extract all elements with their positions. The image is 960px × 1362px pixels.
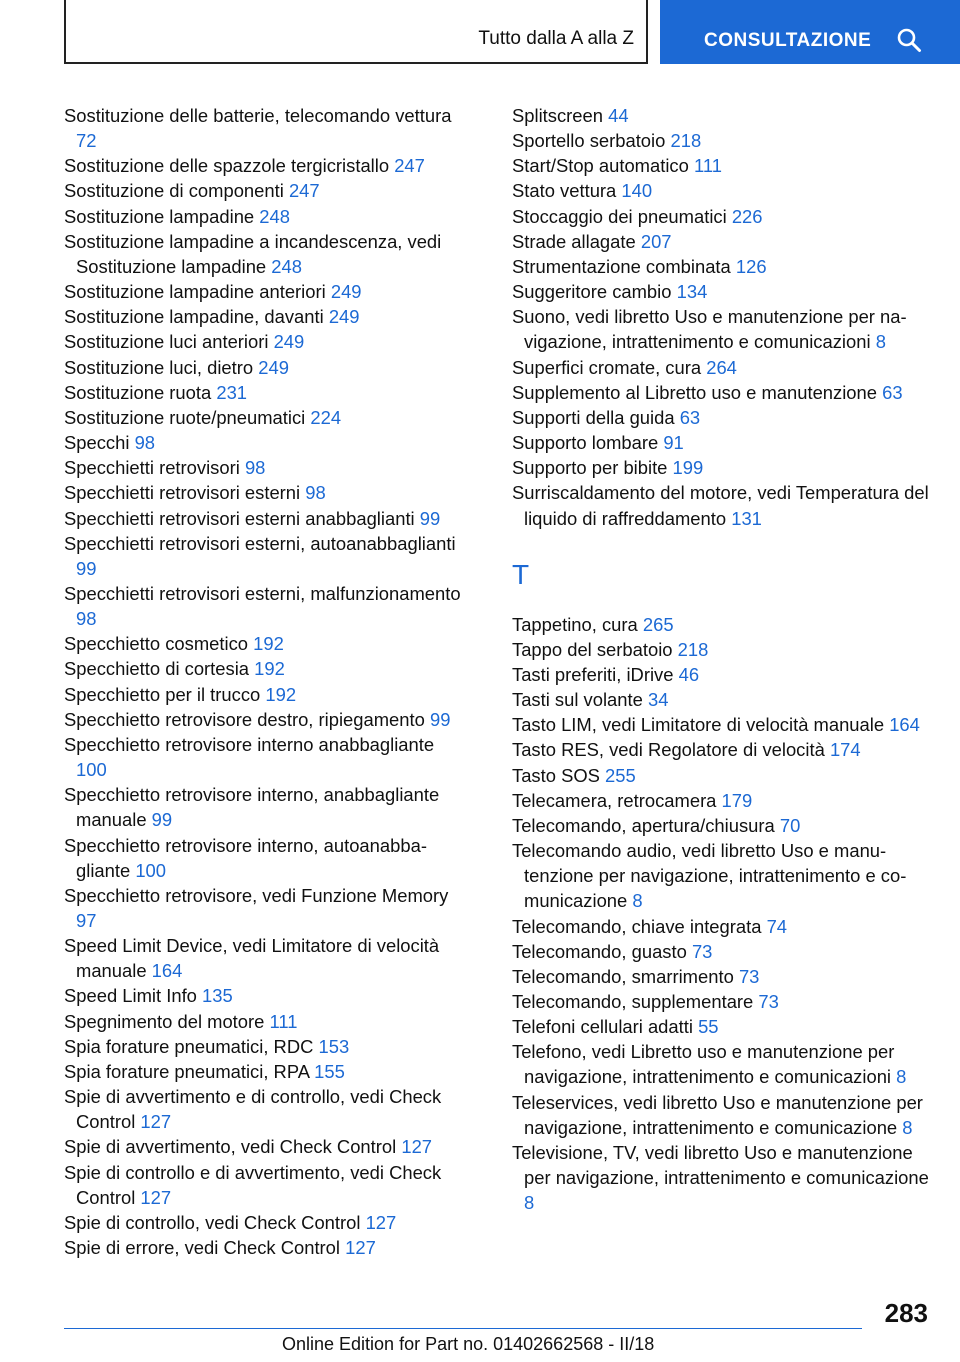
- index-entry: [512, 128, 932, 153]
- index-group-s: [512, 103, 932, 531]
- index-entry-page-link[interactable]: 8: [632, 890, 643, 912]
- index-entry-page-link[interactable]: 126: [735, 255, 767, 277]
- index-entry: [64, 430, 464, 455]
- index-entry: [512, 763, 932, 788]
- header-section-tab: [64, 0, 648, 64]
- index-entry-page-link[interactable]: 8: [875, 331, 886, 353]
- index-entry-text: Specchi: [64, 432, 130, 454]
- index-entry-page-link[interactable]: 98: [244, 457, 266, 479]
- index-entry: [64, 531, 464, 581]
- index-entry-page-link[interactable]: 192: [253, 633, 284, 655]
- index-entry: [512, 1014, 932, 1039]
- index-entry: [64, 1235, 464, 1260]
- index-entry-page-link[interactable]: 174: [829, 739, 861, 761]
- index-entry-page-link[interactable]: 127: [345, 1237, 376, 1259]
- index-entry-text: Sostituzione delle spazzole tergicristallo: [64, 155, 390, 177]
- index-entry-page-link[interactable]: 55: [698, 1016, 719, 1038]
- index-entry-text: Tasto RES, vedi Regolatore di velocità: [512, 739, 825, 761]
- index-entry: [512, 103, 932, 128]
- index-entry: [512, 989, 932, 1014]
- index-entry-page-link[interactable]: 99: [429, 708, 451, 730]
- index-entry-text: Supporto lombare: [512, 432, 659, 454]
- index-entry: [512, 405, 932, 430]
- index-entry-text: Spie di avvertimento e di controllo, vedi Check Control: [64, 1086, 442, 1133]
- index-entry: [512, 380, 932, 405]
- index-entry-page-link[interactable]: 218: [677, 638, 709, 660]
- index-entry: [512, 304, 932, 354]
- index-entry: [512, 1090, 932, 1140]
- index-entry: [64, 380, 464, 405]
- index-entry-text: Superfici cromate, cura: [512, 356, 702, 378]
- index-entry: [512, 355, 932, 380]
- index-entry-text: Suggeritore cambio: [512, 281, 672, 303]
- index-entry: [512, 939, 932, 964]
- index-entry: [64, 656, 464, 681]
- index-entry-page-link[interactable]: 8: [902, 1116, 913, 1138]
- index-entry-page-link[interactable]: 44: [608, 105, 629, 126]
- index-entry: [512, 788, 932, 813]
- index-entry-page-link[interactable]: 179: [721, 789, 753, 811]
- index-entry-page-link[interactable]: 73: [738, 965, 760, 987]
- index-entry-text: Specchietti retrovisori: [64, 457, 240, 479]
- index-entry-page-link[interactable]: 134: [676, 281, 708, 303]
- index-entry-page-link[interactable]: 8: [524, 1192, 535, 1214]
- index-entry: [512, 455, 932, 480]
- index-entry: [64, 1134, 464, 1159]
- index-entry-text: Specchietto retrovisore interno, autoanabbagliante: [64, 834, 427, 881]
- index-entry: [64, 883, 464, 933]
- index-entry-text: Supporto per bibite: [512, 457, 668, 479]
- index-entry-text: Televisione, TV, vedi libretto Uso e manutenzione per navigazione, intrattenimento e comunicazione: [512, 1141, 929, 1189]
- index-entry-page-link[interactable]: 98: [305, 482, 326, 504]
- index-entry-page-link[interactable]: 247: [288, 180, 320, 202]
- index-entry: [64, 506, 464, 531]
- index-entry-text: Spia forature pneumatici, RPA: [64, 1060, 309, 1082]
- index-entry-page-link[interactable]: 99: [151, 809, 173, 831]
- index-entry: [64, 405, 464, 430]
- index-entry-text: Supplemento al Libretto uso e manutenzione: [512, 381, 877, 403]
- index-entry: [64, 631, 464, 656]
- index-entry-page-link[interactable]: 226: [731, 205, 763, 227]
- index-entry-text: Specchietti retrovisori esterni: [64, 482, 301, 504]
- consultazione-label: CONSULTAZIONE: [704, 30, 872, 51]
- page-number: 283: [884, 1298, 928, 1328]
- index-entry: [64, 455, 464, 480]
- index-entry-page-link[interactable]: 199: [672, 457, 704, 479]
- index-entry-text: Specchietto di cortesia: [64, 658, 250, 680]
- index-entry-page-link[interactable]: 248: [271, 255, 302, 277]
- index-entry-page-link[interactable]: 63: [679, 406, 701, 428]
- index-entry-page-link[interactable]: 155: [314, 1060, 345, 1082]
- index-entry-page-link[interactable]: 34: [647, 689, 669, 711]
- index-entry: [64, 1059, 464, 1084]
- index-entry-page-link[interactable]: 98: [76, 608, 97, 630]
- index-entry: [512, 964, 932, 989]
- index-entry-text: Suono, vedi libretto Uso e manutenzione per navigazione, intrattenimento e comunicazioni: [512, 306, 907, 353]
- index-entry-page-link[interactable]: 46: [678, 663, 700, 685]
- index-entry: [512, 687, 932, 712]
- index-entry-page-link[interactable]: 248: [259, 205, 290, 227]
- index-entry: [64, 1210, 464, 1235]
- index-entry-text: Supporti della guida: [512, 406, 675, 428]
- index-entry: [64, 103, 464, 153]
- index-entry-text: Strade allagate: [512, 230, 636, 252]
- index-entry: [64, 581, 464, 631]
- index-entry-text: Spie di avvertimento, vedi Check Control: [64, 1136, 397, 1158]
- section-title: Tutto dalla A alla Z: [478, 28, 634, 49]
- index-entry: [64, 1034, 464, 1059]
- index-entry: [64, 682, 464, 707]
- index-entry-text: Tasti preferiti, iDrive: [512, 663, 674, 685]
- index-entry: [512, 480, 932, 530]
- index-entry-text: Sostituzione luci, dietro: [64, 356, 254, 378]
- index-entry: [512, 430, 932, 455]
- index-entry-page-link[interactable]: 249: [330, 281, 362, 303]
- index-entry-page-link[interactable]: 74: [766, 915, 788, 937]
- index-entry-text: Tappetino, cura: [512, 613, 638, 635]
- index-entry-page-link[interactable]: 207: [640, 230, 672, 252]
- index-entry-text: Specchietto retrovisore destro, ripiegamento: [64, 708, 425, 730]
- index-entry-page-link[interactable]: 247: [394, 155, 425, 177]
- index-entry-text: Telecomando audio, vedi libretto Uso e manutenzione per navigazione, intrattenimento e comunicazione: [512, 840, 907, 912]
- index-entry-text: Tasti sul volante: [512, 689, 643, 711]
- index-entry-text: Tasto LIM, vedi Limitatore di velocità manuale: [512, 714, 885, 736]
- index-entry-text: Spegnimento del motore: [64, 1010, 265, 1032]
- index-entry-text: Spie di controllo, vedi Check Control: [64, 1211, 361, 1233]
- index-entry-page-link[interactable]: 249: [328, 306, 360, 328]
- index-entry-page-link[interactable]: 99: [419, 507, 441, 529]
- index-entry-page-link[interactable]: 100: [76, 759, 107, 781]
- consultazione-tab[interactable]: [660, 0, 960, 64]
- index-entry-page-link[interactable]: 111: [693, 155, 722, 177]
- index-entry-text: Specchietti retrovisori esterni, malfunzionamento: [64, 582, 461, 604]
- index-entry: [64, 1160, 464, 1210]
- index-entry-text: Stato vettura: [512, 180, 617, 202]
- index-column-left: [64, 103, 464, 1260]
- search-icon[interactable]: [896, 27, 922, 53]
- index-entry-text: Sostituzione lampadine anteriori: [64, 281, 326, 303]
- index-entry-text: Teleservices, vedi libretto Uso e manutenzione per navigazione, intrattenimento e comunicazione: [512, 1091, 923, 1138]
- index-entry: [512, 813, 932, 838]
- index-entry: [64, 833, 464, 883]
- index-entry-text: Telecomando, apertura/chiusura: [512, 814, 775, 836]
- index-entry-page-link[interactable]: 73: [691, 940, 713, 962]
- index-entry-page-link[interactable]: 91: [663, 432, 684, 454]
- index-entry-text: Telefono, vedi Libretto uso e manutenzione per navigazione, intrattenimento e comunicazioni: [512, 1041, 895, 1088]
- index-entry: [64, 178, 464, 203]
- index-entry-text: Start/Stop automatico: [512, 155, 689, 177]
- index-entry-text: Telecomando, guasto: [512, 940, 687, 962]
- index-entry-text: Specchietto retrovisore interno anabbagliante: [64, 733, 435, 755]
- index-column-right: [512, 103, 932, 1215]
- index-entry: [64, 279, 464, 304]
- index-entry: [512, 637, 932, 662]
- index-entry: [64, 204, 464, 229]
- index-entry-text: Sostituzione lampadine, davanti: [64, 306, 324, 328]
- index-entry: [512, 1140, 932, 1215]
- index-entry-text: Stoccaggio dei pneumatici: [512, 205, 727, 227]
- footer-divider: [64, 1328, 862, 1329]
- index-entry-page-link[interactable]: 70: [779, 814, 801, 836]
- index-entry: [64, 1084, 464, 1134]
- index-entry: [64, 229, 464, 279]
- index-entry-page-link[interactable]: 140: [621, 180, 653, 202]
- index-entry-page-link[interactable]: 127: [140, 1111, 172, 1133]
- index-entry-page-link[interactable]: 127: [401, 1136, 433, 1158]
- index-entry: [64, 480, 464, 505]
- index-entry-text: Spie di controllo e di avvertimento, vedi Check Control: [64, 1161, 442, 1208]
- index-entry-page-link[interactable]: 265: [642, 613, 674, 635]
- index-entry-text: Speed Limit Info: [64, 985, 197, 1007]
- index-entry-text: Sportello serbatoio: [512, 130, 666, 152]
- index-entry-text: Sostituzione lampadine: [64, 205, 255, 227]
- index-entry-text: Sostituzione ruote/pneumatici: [64, 406, 306, 428]
- index-entry-page-link[interactable]: 111: [269, 1010, 298, 1032]
- index-entry-page-link[interactable]: 97: [76, 910, 97, 931]
- index-entry-text: Sostituzione delle batterie, telecomando vettura: [64, 105, 452, 126]
- index-entry-page-link[interactable]: 100: [135, 859, 167, 881]
- index-entry-text: Telecomando, smarrimento: [512, 965, 734, 987]
- index-entry-text: Spie di errore, vedi Check Control: [64, 1237, 340, 1259]
- index-entry: [512, 178, 932, 203]
- index-entry: [64, 355, 464, 380]
- index-entry: [64, 329, 464, 354]
- index-entry: [512, 204, 932, 229]
- index-entry-page-link[interactable]: 73: [758, 991, 779, 1012]
- index-entry-page-link[interactable]: 192: [254, 658, 285, 680]
- index-entry: [64, 933, 464, 983]
- index-entry-text: Splitscreen: [512, 105, 603, 126]
- index-entry-text: Specchietto retrovisore, vedi Funzione Memory: [64, 884, 449, 906]
- index-entry: [64, 732, 464, 782]
- index-entry-page-link[interactable]: 218: [670, 130, 702, 152]
- index-entry-text: Specchietto per il trucco: [64, 683, 261, 705]
- index-entry: [64, 1009, 464, 1034]
- index-entry-text: Sostituzione luci anteriori: [64, 331, 269, 353]
- index-entry: [64, 782, 464, 832]
- index-entry: [512, 612, 932, 637]
- index-entry: [512, 914, 932, 939]
- index-entry: [512, 229, 932, 254]
- index-entry-text: Specchietti retrovisori esterni anabbaglianti: [64, 507, 415, 529]
- index-entry-page-link[interactable]: 72: [76, 130, 97, 152]
- index-entry: [512, 712, 932, 737]
- index-entry-page-link[interactable]: 63: [882, 381, 903, 403]
- index-entry-page-link[interactable]: 164: [889, 714, 920, 736]
- index-entry-text: Speed Limit Device, vedi Limitatore di velocità manuale: [64, 935, 440, 982]
- index-entry-text: Strumentazione combinata: [512, 255, 731, 277]
- index-entry: [512, 1039, 932, 1089]
- index-entry-text: Spia forature pneumatici, RDC: [64, 1035, 314, 1057]
- index-entry-text: Specchietto cosmetico: [64, 633, 248, 655]
- index-entry-text: Tasto SOS: [512, 764, 600, 786]
- index-entry: [64, 707, 464, 732]
- index-entry-page-link[interactable]: 153: [318, 1035, 350, 1057]
- index-entry-page-link[interactable]: 127: [365, 1211, 397, 1233]
- index-entry-page-link[interactable]: 8: [896, 1066, 907, 1088]
- index-entry-page-link[interactable]: 98: [134, 432, 156, 454]
- index-entry-text: Specchietti retrovisori esterni, autoanabbaglianti: [64, 532, 456, 554]
- index-entry-text: Telecomando, supplementare: [512, 991, 754, 1012]
- index-entry-page-link[interactable]: 135: [202, 985, 233, 1007]
- index-entry-text: Telefoni cellulari adatti: [512, 1016, 693, 1038]
- index-entry-page-link[interactable]: 224: [310, 406, 342, 428]
- index-group-t: [512, 612, 932, 1216]
- index-entry-page-link[interactable]: 231: [216, 381, 248, 403]
- index-entry-text: Tappo del serbatoio: [512, 638, 673, 660]
- index-entry: [512, 279, 932, 304]
- index-entry-page-link[interactable]: 131: [731, 507, 762, 529]
- index-entry-page-link[interactable]: 249: [273, 331, 305, 353]
- section-letter: T: [512, 558, 530, 590]
- index-entry-page-link[interactable]: 99: [76, 557, 97, 579]
- index-entry-page-link[interactable]: 192: [265, 683, 297, 705]
- index-entry-page-link[interactable]: 164: [151, 960, 183, 982]
- index-entry-page-link[interactable]: 127: [140, 1186, 172, 1208]
- index-entry: [512, 662, 932, 687]
- index-entry-page-link[interactable]: 255: [605, 764, 636, 786]
- footer-edition: Online Edition for Part no. 01402662568 - II/18: [282, 1334, 655, 1354]
- index-entry: [512, 838, 932, 913]
- index-entry-page-link[interactable]: 249: [258, 356, 289, 378]
- index-entry-text: Specchietto retrovisore interno, anabbagliante manuale: [64, 784, 440, 831]
- index-entry-text: Telecomando, chiave integrata: [512, 915, 762, 937]
- index-entry: [512, 737, 932, 762]
- index-entry: [512, 254, 932, 279]
- index-entry-text: Sostituzione di componenti: [64, 180, 284, 202]
- index-entry: [512, 153, 932, 178]
- index-entry-page-link[interactable]: 264: [706, 356, 737, 378]
- index-entry-text: Sostituzione lampadine a incandescenza, vedi Sostituzione lampadine: [64, 230, 442, 277]
- index-entry: [64, 983, 464, 1008]
- index-entry: [64, 153, 464, 178]
- index-entry-text: Sostituzione ruota: [64, 381, 212, 403]
- index-entry-text: Telecamera, retrocamera: [512, 789, 717, 811]
- index-entry: [64, 304, 464, 329]
- index-entry-text: Surriscaldamento del motore, vedi Temperatura del liquido di raffreddamento: [512, 482, 929, 529]
